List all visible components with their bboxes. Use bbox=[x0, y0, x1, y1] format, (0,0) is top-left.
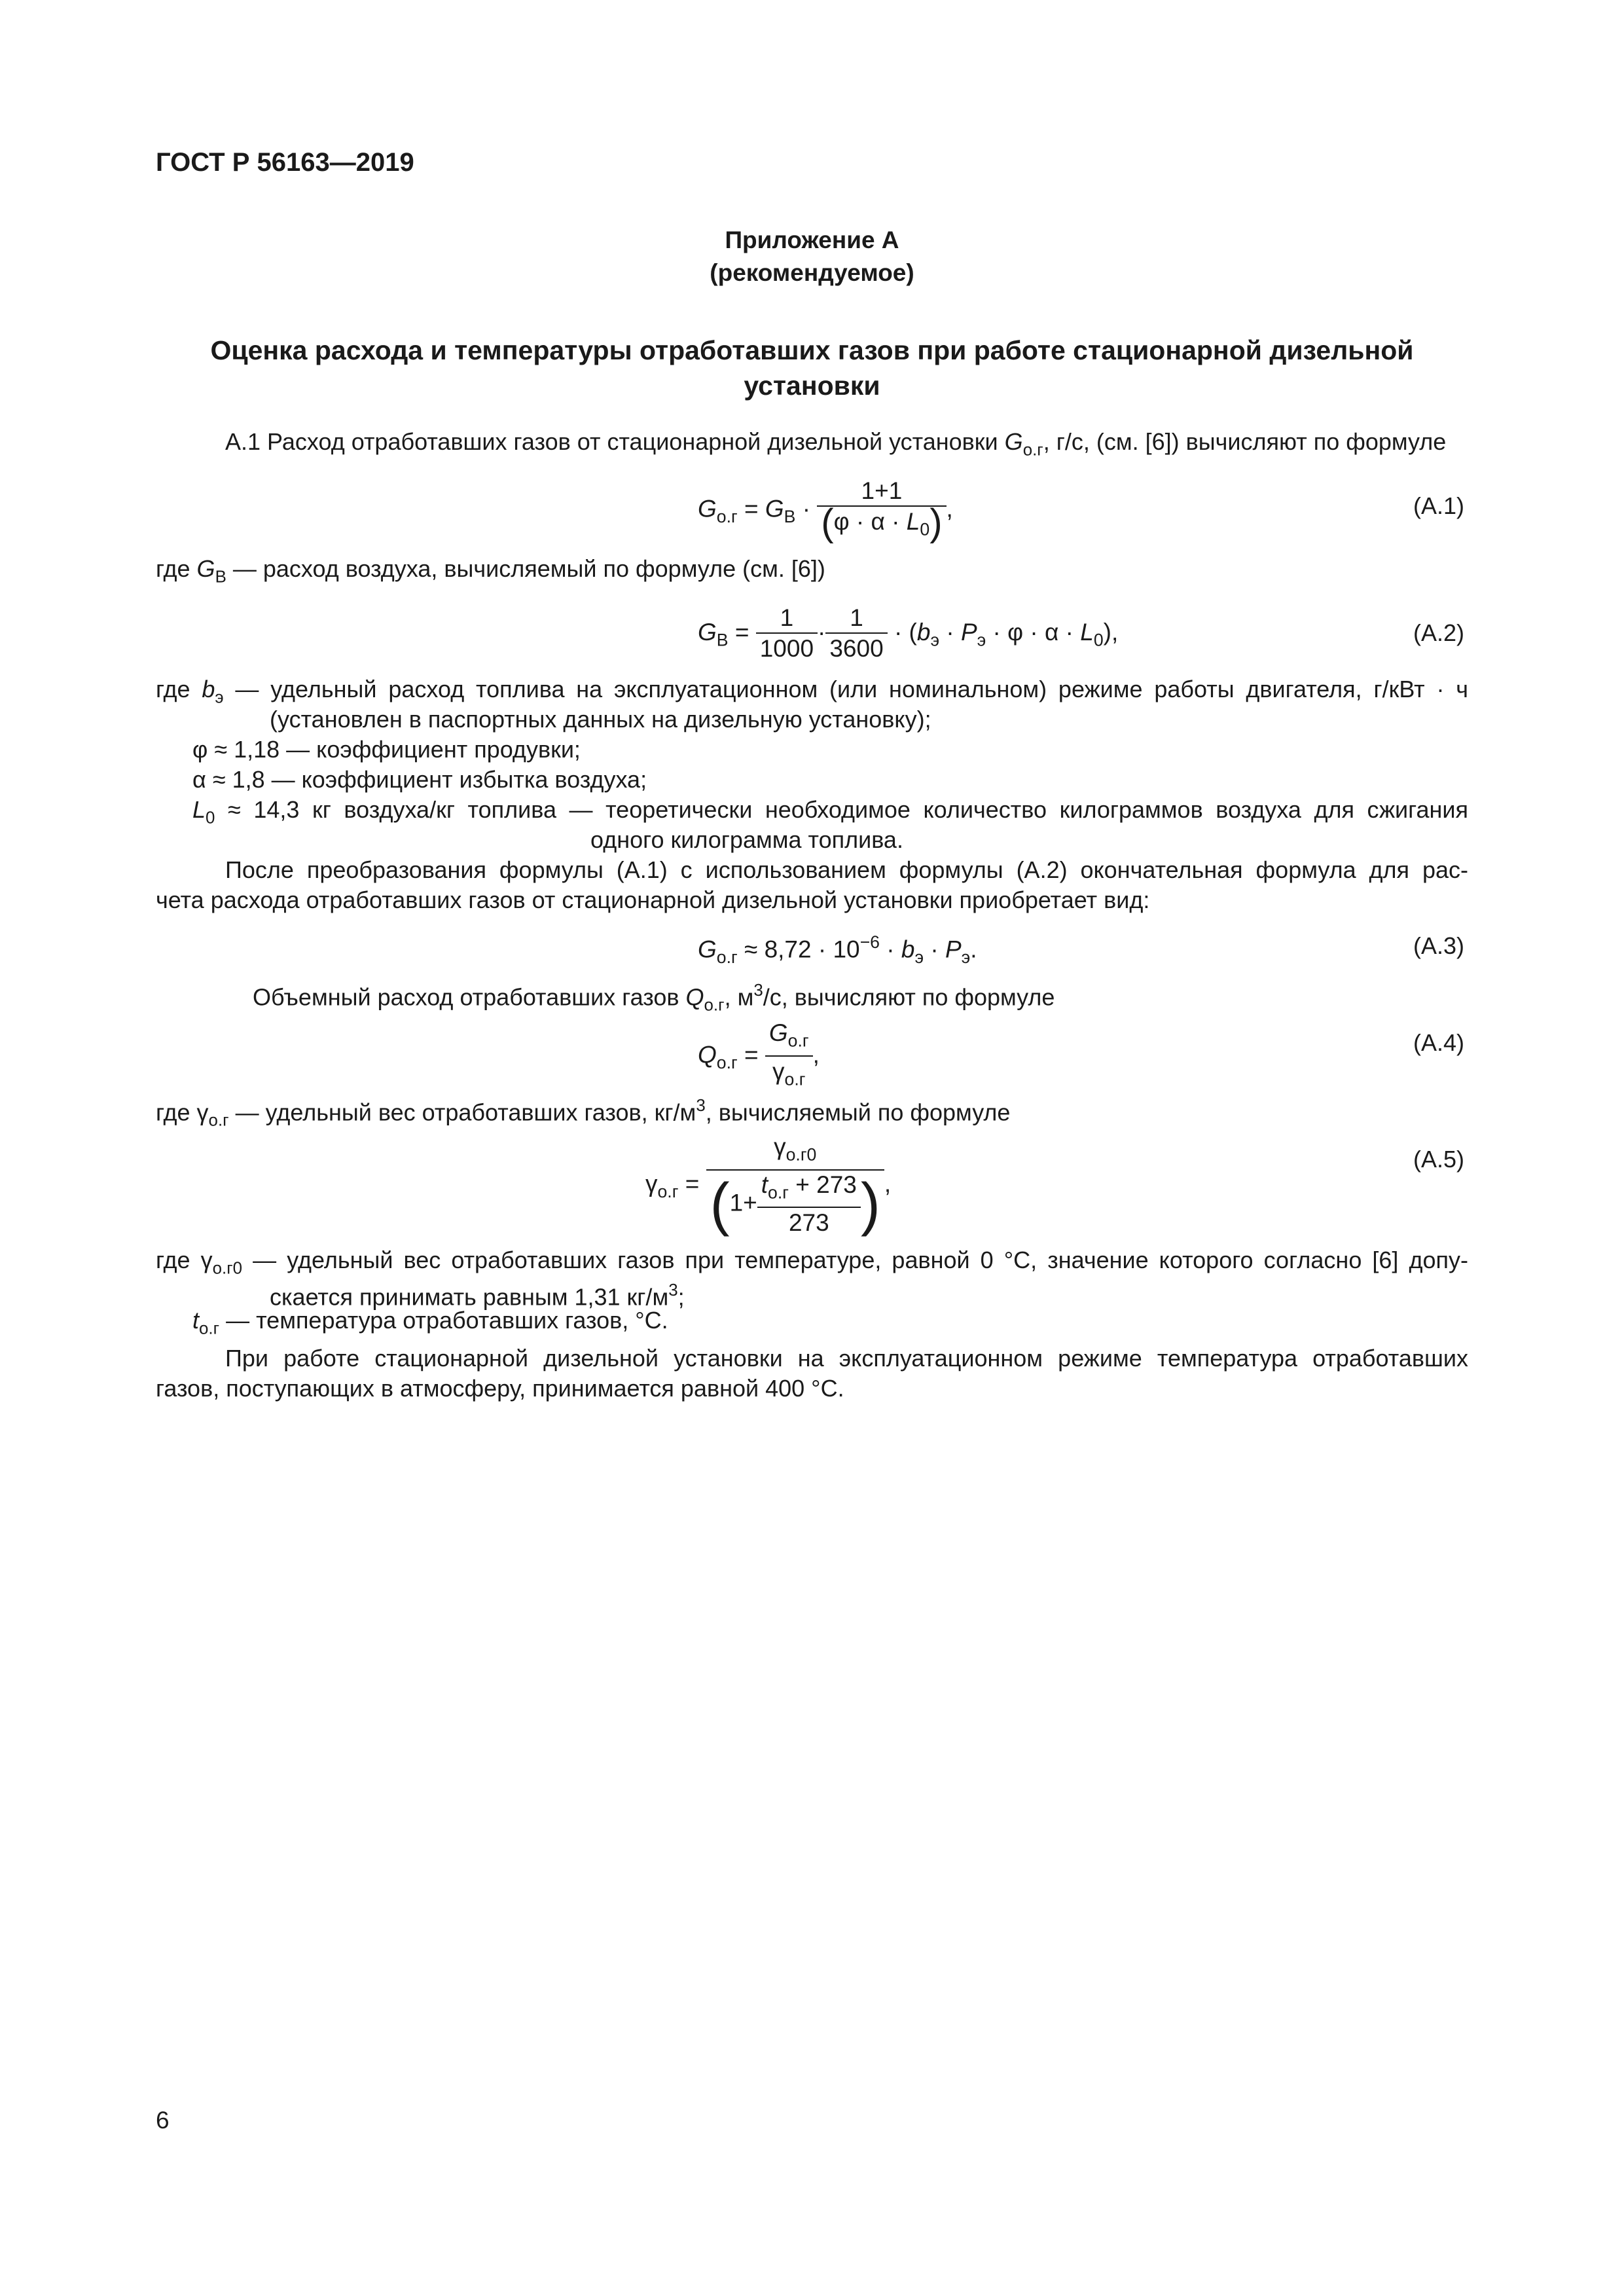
equation-number-a1: (А.1) bbox=[1413, 492, 1464, 519]
where-be-line2: (установлен в паспортных данных на дизельную установку); bbox=[270, 706, 931, 733]
annex-label: Приложение А bbox=[725, 227, 899, 253]
where-gamma0-line2: скается принимать равным 1,31 $кг/м^3$; bbox=[270, 1281, 685, 1311]
where-gamma0-line1: где $\gamma_{о.г0}$ — удельный вес отработавших газов при температуре, равной 0 °С, значение которого согласно [6] допу- bbox=[156, 1247, 1468, 1278]
fraction-a5: $\gamma_{о.г0}$ (1+ $\frac{t_{о.г} + 273}{273}$ ) bbox=[706, 1133, 884, 1238]
formula-a5: $\gamma_{о.г}$ = $\gamma_{о.г0}$ (1+ $\frac{t_{о.г} + 273}{273}$ ) , bbox=[645, 1133, 892, 1237]
equation-number-a2: (А.2) bbox=[1413, 619, 1464, 646]
where-l0-line1: $L_0 \approx 14,3$ кг воздуха/кг топлива — теоретически необходимое количество килограммов воздуха для сжигания bbox=[192, 796, 1468, 828]
paragraph-after-line2: чета расхода отработавших газов от стационарной дизельной установки приобретает вид: bbox=[156, 886, 1150, 913]
page-number: 6 bbox=[156, 2107, 170, 2134]
paragraph-final-line2: газов, поступающих в атмосферу, принимается равной 400 °С. bbox=[156, 1375, 844, 1402]
fraction-a4: $\frac{G_{о.г}}{\gamma_{о.г}}$ bbox=[765, 1019, 813, 1094]
paragraph-final-line1: При работе стационарной дизельной установки на эксплуатационном режиме температура отработавших bbox=[225, 1345, 1468, 1372]
where-phi: φ ≈ 1,18 — коэффициент продувки; bbox=[192, 736, 581, 763]
formula-a1: $G_{о.г} = G_В$ · $\frac{1+1}{(\varphi \cdot \alpha \cdot L_0)}$ , bbox=[698, 477, 953, 545]
paragraph-a1: А.1 Расход отработавших газов от стационарной дизельной установки $G_{о.г}$, г/с, (см. [6]) вычисляют по формуле bbox=[225, 428, 1447, 460]
equation-number-a4: (А.4) bbox=[1413, 1029, 1464, 1056]
formula-a4: $Q_{о.г}$ = $\frac{G_{о.г}}{\gamma_{о.г}}$ , bbox=[698, 1019, 820, 1094]
paragraph-volume: Объемный расход отработавших газов $Q_{о.г}$, $м^3/с$, вычисляют по формуле bbox=[253, 981, 1055, 1015]
fraction-a5-inner: $\frac{t_{о.г} + 273}{273}$ bbox=[757, 1171, 861, 1239]
where-be-line1: где $b_э$ — удельный расход топлива на эксплуатационном (или номинальном) режиме работы двигателя, г/кВт · ч bbox=[156, 676, 1468, 707]
annex-status: (рекомендуемое) bbox=[710, 259, 914, 286]
standard-header: ГОСТ Р 56163—2019 bbox=[156, 148, 414, 177]
annex-title bbox=[156, 333, 1468, 403]
fraction-a1: $\frac{1+1}{(\varphi \cdot \alpha \cdot L_0)}$ bbox=[817, 477, 946, 545]
title-line-2: установки bbox=[744, 371, 880, 401]
fraction-a2-1: $\frac{1}{1000}$ bbox=[756, 604, 818, 664]
title-line-1: Оценка расхода и температуры отработавших газов при работе стационарной дизельной bbox=[210, 335, 1414, 365]
equation-number-a5: (А.5) bbox=[1413, 1146, 1464, 1173]
equation-number-a3: (А.3) bbox=[1413, 932, 1464, 959]
where-l0-line2: одного килограмма топлива. bbox=[590, 826, 903, 853]
formula-a2: $G_В$ = $\frac{1}{1000}$ · $\frac{1}{3600}$ · $(b_э \cdot P_э \cdot \varphi \cdot \alpha \cdot L_0)$, bbox=[698, 604, 1118, 664]
where-alpha: α ≈ 1,8 — коэффициент избытка воздуха; bbox=[192, 766, 647, 793]
where-gamma: где $\gamma_{о.г}$ — удельный вес отработавших газов, $кг/м^3$, вычисляемый по формуле bbox=[156, 1097, 1011, 1130]
formula-a3: $G_{о.г} \approx 8,72 \cdot 10^{-6} \cdot b_э \cdot P_э$. bbox=[698, 932, 977, 968]
paragraph-after-line1: После преобразования формулы (А.1) с использованием формулы (А.2) окончательная формула для рас- bbox=[225, 856, 1468, 883]
where-gv: где $G_В$ — расход воздуха, вычисляемый по формуле (см. [6]) bbox=[156, 555, 825, 587]
fraction-a2-2: $\frac{1}{3600}$ bbox=[825, 604, 887, 664]
where-temp: $t_{о.г}$ — температура отработавших газов, °С. bbox=[192, 1307, 668, 1338]
